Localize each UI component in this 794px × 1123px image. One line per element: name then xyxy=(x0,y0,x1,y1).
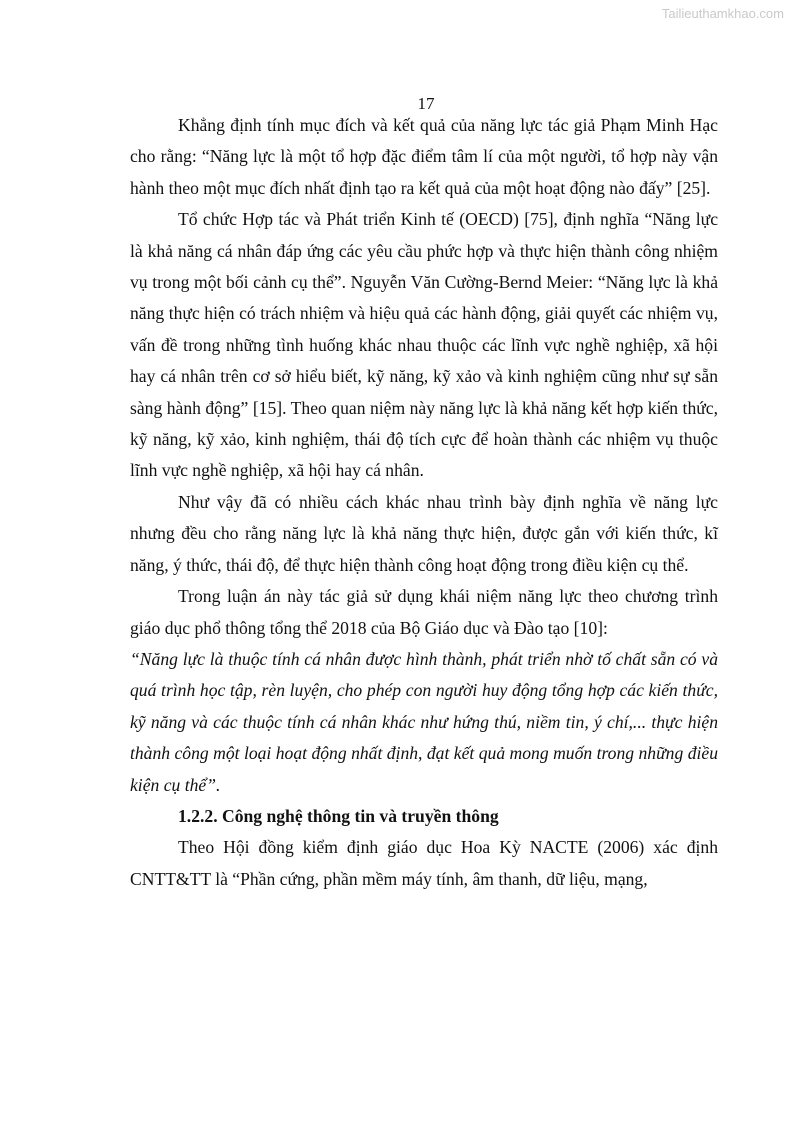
document-body xyxy=(130,110,718,895)
paragraph: Khẳng định tính mục đích và kết quả của năng lực tác giả Phạm Minh Hạc cho rằng: “Năng lực là một tổ hợp đặc điểm tâm lí của một người, tổ hợp này vận hành theo một mục đích nhất định tạo ra kết quả của một hoạt động nào đấy” [25]. xyxy=(130,115,718,198)
paragraph: Như vậy đã có nhiều cách khác nhau trình bày định nghĩa về năng lực nhưng đều cho rằng năng lực là khả năng thực hiện, được gắn với kiến thức, kĩ năng, ý thức, thái độ, để thực hiện thành công hoạt động trong điều kiện cụ thể. xyxy=(130,491,718,575)
paragraph: Theo Hội đồng kiểm định giáo dục Hoa Kỳ NACTE (2006) xác định CNTT&TT là “Phần cứng, phần mềm máy tính, âm thanh, dữ liệu, mạng, xyxy=(130,837,718,889)
watermark: Tailieuthamkhao.com xyxy=(661,6,784,21)
paragraph: Trong luận án này tác giả sử dụng khái niệm năng lực theo chương trình giáo dục phổ thông tổng thể 2018 của Bộ Giáo dục và Đào tạo [10]: xyxy=(130,586,718,638)
section-heading: 1.2.2. Công nghệ thông tin và truyền thông xyxy=(178,805,499,826)
page-number: 17 xyxy=(417,94,435,113)
paragraph: Tổ chức Hợp tác và Phát triển Kinh tế (OECD) [75], định nghĩa “Năng lực là khả năng cá nhân đáp ứng các yêu cầu phức hợp và thực hiện thành công nhiệm vụ trong một bối cảnh cụ thể”. Nguyễn Văn Cường-Bernd Meier: “Năng lực là khả năng thực hiện có trách nhiệm và hiệu quả các hành động, giải quyết các nhiệm vụ, vấn đề trong những tình huống khác nhau thuộc các lĩnh vực nghề nghiệp, xã hội hay cá nhân trên cơ sở hiểu biết, kỹ năng, kỹ xảo và kinh nghiệm cũng như sự sẵn sàng hành động” [15]. Theo quan niệm này năng lực là khả năng kết hợp kiến thức, kỹ năng, kỹ xảo, kinh nghiệm, thái độ tích cực để hoàn thành các nhiệm vụ thuộc lĩnh vực nghề nghiệp, xã hội hay cá nhân. xyxy=(130,209,718,481)
definition-quote: “Năng lực là thuộc tính cá nhân được hình thành, phát triển nhờ tố chất sẵn có và quá trình học tập, rèn luyện, cho phép con người huy động tổng hợp các kiến thức, kỹ năng và các thuộc tính cá nhân khác như hứng thú, niềm tin, ý chí,... thực hiện thành công một loại hoạt động nhất định, đạt kết quả mong muốn trong những điều kiện cụ thể”. xyxy=(130,648,718,795)
